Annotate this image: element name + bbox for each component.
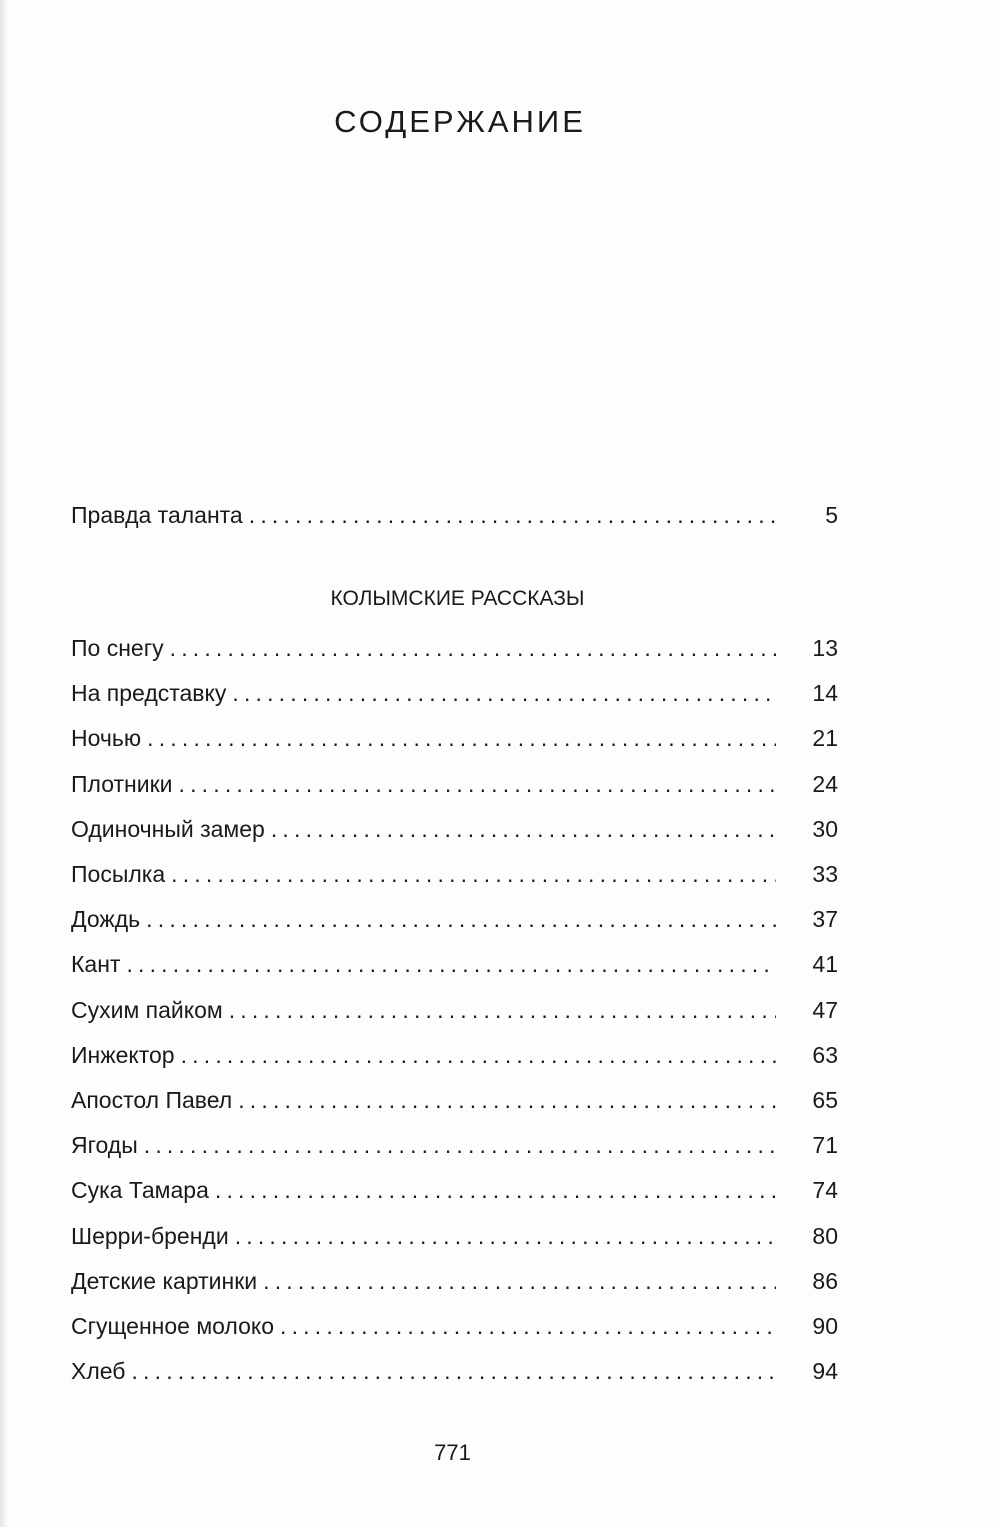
toc-entry-label: Одиночный замер [71,815,265,842]
toc-entry-label: Сухим пайком [71,996,223,1023]
section-heading: КОЛЫМСКИЕ РАССКАЗЫ [330,587,585,610]
toc-entry-label: Детские картинки [71,1267,258,1294]
toc-entry-page: 74 [812,1177,838,1204]
toc-entry-label: Ночью [71,725,142,752]
dot-leader [171,857,776,891]
toc-entry[interactable] [71,993,838,1027]
toc-entry-page: 30 [812,815,838,842]
toc-entry-page: 90 [812,1313,838,1339]
toc-entry-label: Дождь [71,906,141,933]
dot-leader [271,812,776,846]
dot-leader [263,1264,776,1298]
toc-entry[interactable] [71,721,838,755]
toc-entry[interactable] [71,1219,838,1253]
toc-entry-page: 65 [812,1087,838,1113]
toc-entry-page: 37 [812,906,838,933]
toc-entry-label: Плотники [71,770,173,797]
toc-entry[interactable] [71,1128,838,1162]
dot-leader [126,947,776,981]
toc-entry-label: По снегу [71,635,164,661]
toc-entry-page: 13 [812,635,838,661]
dot-leader [181,1038,776,1072]
toc-entry[interactable] [71,857,838,891]
toc-entry[interactable] [71,1173,838,1207]
toc-entry-label: Ягоды [71,1132,138,1159]
dot-leader [280,1309,776,1343]
dot-leader [146,902,776,936]
dot-leader [232,676,776,710]
toc-entry[interactable] [71,631,838,665]
toc-entry-page: 5 [825,502,838,528]
toc-entry-label: Апостол Павел [71,1087,233,1113]
toc-entry-label: Сгущенное молоко [71,1313,275,1339]
dot-leader [144,1128,776,1162]
toc-entry[interactable] [71,1038,838,1072]
toc-entry-page: 71 [812,1132,838,1159]
toc-entry[interactable] [71,1083,838,1117]
toc-entry[interactable] [71,812,838,846]
toc-entry[interactable] [71,1309,838,1343]
toc-entry-page: 63 [812,1041,838,1068]
toc-entry-label: Хлеб [71,1358,126,1385]
page-edge-shadow [0,0,8,1527]
page-title: СОДЕРЖАНИЕ [334,104,586,139]
toc-entry-page: 21 [812,725,838,752]
toc-entry-page: 14 [812,680,838,707]
toc-entry-page: 86 [812,1267,838,1294]
dot-leader [170,631,776,665]
toc-entry-page: 41 [812,951,838,978]
dot-leader [179,767,777,801]
toc-entry[interactable] [71,1354,838,1388]
dot-leader [215,1173,776,1207]
dot-leader [131,1354,776,1388]
toc-entry-intro[interactable] [71,498,838,532]
toc-entry[interactable] [71,676,838,710]
toc-entry-label: Правда таланта [71,502,243,528]
toc-entry-label: На представку [71,680,227,707]
dot-leader [235,1219,776,1253]
toc-entry-label: Кант [71,951,121,978]
toc-entry[interactable] [71,767,838,801]
toc-entry-label: Инжектор [71,1041,175,1068]
toc-entry[interactable] [71,902,838,936]
dot-leader [229,993,776,1027]
dot-leader [238,1083,776,1117]
toc-entry[interactable] [71,1264,838,1298]
dot-leader [249,498,776,532]
toc-entry-page: 47 [812,996,838,1023]
toc-entry-page: 24 [812,770,838,797]
page-number: 771 [434,1440,471,1465]
toc-entry-page: 80 [812,1222,838,1249]
toc-entry-label: Посылка [71,861,166,887]
toc-entry-label: Шерри-бренди [71,1222,229,1249]
toc-entry-page: 33 [812,861,838,887]
dot-leader [147,721,776,755]
toc-entry[interactable] [71,947,838,981]
toc-entry-label: Сука Тамара [71,1177,209,1204]
toc-entry-page: 94 [812,1358,838,1385]
